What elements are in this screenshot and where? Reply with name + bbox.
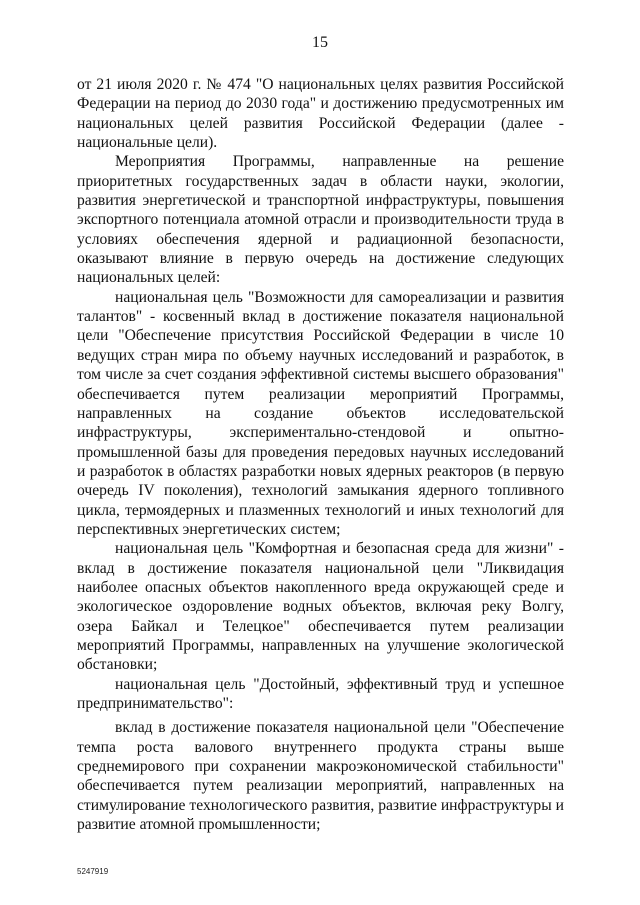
paragraph-goal-talents: национальная цель "Возможности для самореализации и развития талантов" - косвенный вклад в достижение показателя национальной цели "Обеспечение присутствия Российской Федерации в числе 10 ведущих стран мира по объему научных исследований и разработок, в том числе за счет создания эффективной системы высшего образования" обеспечивается путем реализации мероприятий Программы, направленных на создание объектов исследовательской инфраструктуры, экспериментально-стендовой и опытно-промышленной базы для проведения передовых научных исследований и разработок в областях разработки новых ядерных реакторов (в первую очередь IV поколения), технологий замыкания ядерного топливного цикла, термоядерных и плазменных технологий и иных технологий для перспективных энергетических систем;: [77, 288, 564, 538]
paragraph-continuation: от 21 июля 2020 г. № 474 "О национальных целях развития Российской Федерации на период до 2030 года" и достижению предусмотренных им национальных целей развития Российской Федерации (далее - национальные цели).: [77, 76, 564, 152]
page-number: 15: [312, 34, 328, 51]
document-code: 5247919: [77, 867, 109, 876]
paragraph-program-activities: Мероприятия Программы, направленные на решение приоритетных государственных задач в области науки, экологии, развития энергетической и транспортной инфраструктуры, повышения экспортного потенциала атомной отрасли и производительности труда в условиях обеспечения ядерной и радиационной безопасности, оказывают влияние в первую очередь на достижение следующих национальных целей:: [77, 153, 564, 287]
paragraph-goal-environment: национальная цель "Комфортная и безопасная среда для жизни" - вклад в достижение показателя национальной цели "Ликвидация наиболее опасных объектов накопленного вреда окружающей среде и экологическое оздоровление водных объектов, включая реку Волгу, озера Байкал и Телецкое" обеспечивается путем реализации мероприятий Программы, направленных на улучшение экологической обстановки;: [77, 540, 564, 674]
paragraph-goal-labor: национальная цель "Достойный, эффективный труд и успешное предпринимательство":: [77, 675, 564, 712]
document-body: [77, 75, 564, 834]
paragraph-gdp-contribution: вклад в достижение показателя национальной цели "Обеспечение темпа роста валового внутреннего продукта страны выше среднемирового при сохранении макроэкономической стабильности" обеспечивается путем реализации мероприятий, направленных на стимулирование технологического развития, развитие инфраструктуры и развитие атомной промышленности;: [77, 719, 564, 834]
